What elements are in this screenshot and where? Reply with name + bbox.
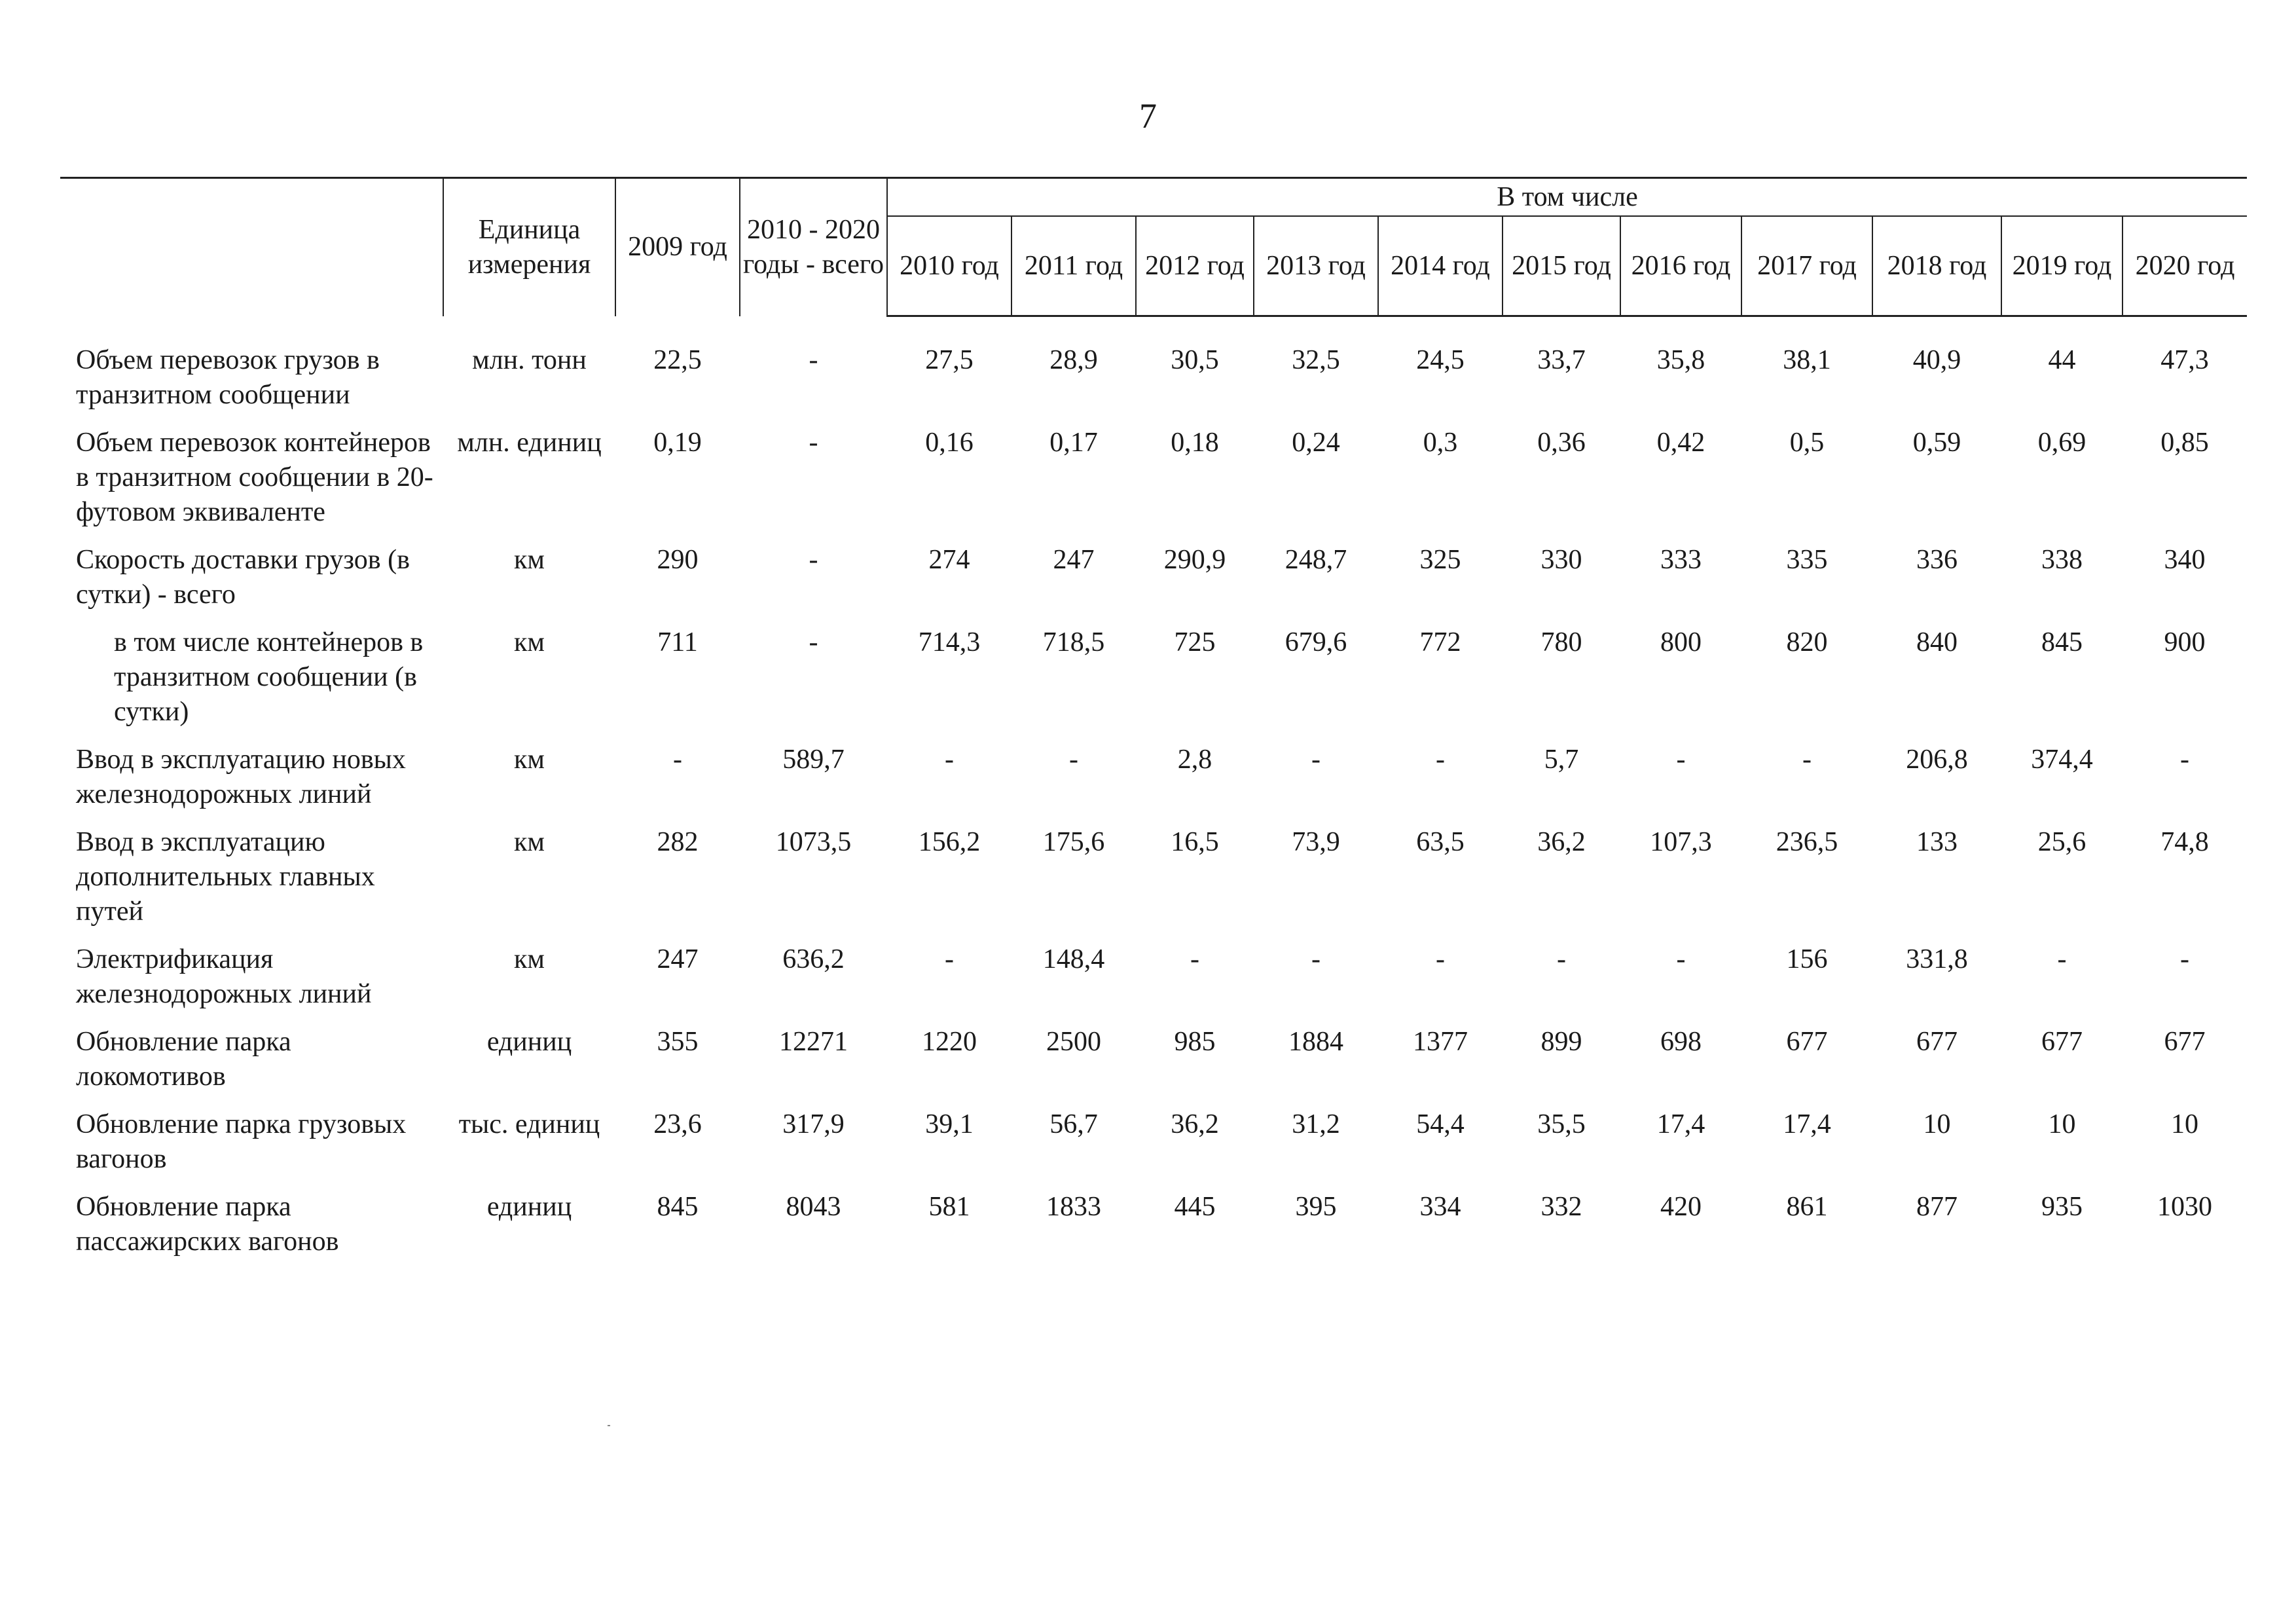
row-unit: км <box>514 627 545 657</box>
cell-2016: 420 <box>1660 1192 1702 1222</box>
table-body <box>60 316 2247 1273</box>
cell-2009: 290 <box>657 545 699 575</box>
cell-2010: 581 <box>928 1192 970 1222</box>
row-unit: тыс. единиц <box>458 1109 600 1139</box>
cell-2019: - <box>2057 944 2067 974</box>
cell-2012: 985 <box>1174 1027 1216 1057</box>
cell-2011: 1833 <box>1046 1192 1101 1222</box>
cell-2013: 73,9 <box>1292 827 1340 857</box>
cell-total: 1073,5 <box>775 827 852 857</box>
row-label: Обновление парка грузовых вагонов <box>76 1109 407 1174</box>
row-label: Объем перевозок грузов в транзитном сообщении <box>76 345 380 410</box>
cell-2017: 820 <box>1786 627 1828 657</box>
cell-2016: - <box>1676 745 1686 775</box>
cell-total: 317,9 <box>782 1109 845 1139</box>
cell-2010: 27,5 <box>925 345 974 375</box>
cell-2011: 0,17 <box>1049 428 1098 458</box>
cell-2017: 38,1 <box>1783 345 1831 375</box>
cell-2016: 0,42 <box>1656 428 1705 458</box>
cell-2011: - <box>1069 745 1078 775</box>
table-header <box>60 178 2247 316</box>
table-row <box>60 625 2247 743</box>
cell-2019: 935 <box>2041 1192 2083 1222</box>
cell-2016: 35,8 <box>1656 345 1705 375</box>
header-year-2017: 2017 год <box>1741 216 1872 316</box>
cell-2012: 445 <box>1174 1192 1216 1222</box>
cell-2016: 107,3 <box>1650 827 1712 857</box>
cell-2009: 22,5 <box>653 345 702 375</box>
cell-2016: 333 <box>1660 545 1702 575</box>
table-row <box>60 543 2247 625</box>
header-year-2013: 2013 год <box>1254 216 1378 316</box>
cell-total: 589,7 <box>782 745 845 775</box>
cell-2013: 0,24 <box>1292 428 1340 458</box>
row-unit: км <box>514 827 545 857</box>
table-row <box>60 426 2247 543</box>
cell-total: - <box>809 345 818 375</box>
cell-2012: 16,5 <box>1171 827 1219 857</box>
cell-2016: 800 <box>1660 627 1702 657</box>
cell-2010: 274 <box>928 545 970 575</box>
cell-2014: 334 <box>1419 1192 1461 1222</box>
cell-2018: 840 <box>1916 627 1958 657</box>
cell-2014: 1377 <box>1413 1027 1468 1057</box>
cell-2014: 325 <box>1419 545 1461 575</box>
table-row <box>60 942 2247 1025</box>
cell-2019: 0,69 <box>2037 428 2086 458</box>
header-unit: Единица измерения <box>443 178 615 316</box>
header-year-2012: 2012 год <box>1136 216 1254 316</box>
row-unit: км <box>514 745 545 775</box>
table-row <box>60 1190 2247 1272</box>
row-label: Ввод в эксплуатацию дополнительных главных путей <box>76 827 375 927</box>
table-row <box>60 743 2247 825</box>
cell-2019: 374,4 <box>2031 745 2093 775</box>
row-unit: км <box>514 545 545 575</box>
cell-2010: 156,2 <box>918 827 981 857</box>
header-total: 2010 - 2020 годы - всего <box>740 178 887 316</box>
cell-2019: 10 <box>2048 1109 2076 1139</box>
cell-2014: - <box>1436 745 1445 775</box>
cell-2012: 290,9 <box>1163 545 1226 575</box>
row-unit: единиц <box>486 1027 572 1057</box>
header-including: В том числе <box>887 178 2247 217</box>
cell-total: - <box>809 545 818 575</box>
cell-2016: - <box>1676 944 1686 974</box>
cell-2019: 677 <box>2041 1027 2083 1057</box>
cell-2010: - <box>945 745 954 775</box>
cell-2012: 0,18 <box>1171 428 1219 458</box>
cell-2013: 31,2 <box>1292 1109 1340 1139</box>
cell-2019: 338 <box>2041 545 2083 575</box>
header-year-2018: 2018 год <box>1872 216 2001 316</box>
cell-2018: 133 <box>1916 827 1958 857</box>
page-number: 7 <box>1139 96 1157 136</box>
cell-2014: - <box>1436 944 1445 974</box>
cell-2017: 335 <box>1786 545 1828 575</box>
table-row <box>60 1025 2247 1107</box>
cell-2016: 698 <box>1660 1027 1702 1057</box>
row-label: Объем перевозок контейнеров в транзитном сообщении в 20-футовом эквиваленте <box>76 428 433 527</box>
cell-2015: 36,2 <box>1537 827 1586 857</box>
row-unit: млн. тонн <box>472 345 587 375</box>
cell-2009: 355 <box>657 1027 699 1057</box>
cell-2010: 1220 <box>922 1027 977 1057</box>
cell-2017: 236,5 <box>1776 827 1838 857</box>
cell-2015: 35,5 <box>1537 1109 1586 1139</box>
cell-2019: 25,6 <box>2037 827 2086 857</box>
cell-2009: 711 <box>657 627 698 657</box>
cell-2018: 331,8 <box>1906 944 1968 974</box>
cell-total: 12271 <box>779 1027 848 1057</box>
cell-2009: 845 <box>657 1192 699 1222</box>
cell-2013: 32,5 <box>1292 345 1340 375</box>
cell-2018: 877 <box>1916 1192 1958 1222</box>
cell-2013: - <box>1311 944 1321 974</box>
cell-2011: 28,9 <box>1049 345 1098 375</box>
header-indicator-blank <box>60 178 443 316</box>
cell-2014: 772 <box>1419 627 1461 657</box>
header-2009: 2009 год <box>615 178 740 316</box>
cell-2015: 332 <box>1540 1192 1582 1222</box>
cell-2014: 63,5 <box>1416 827 1465 857</box>
cell-2017: 156 <box>1786 944 1828 974</box>
cell-2017: - <box>1802 745 1812 775</box>
header-year-2010: 2010 год <box>887 216 1011 316</box>
cell-2020: 10 <box>2171 1109 2199 1139</box>
cell-2010: 0,16 <box>925 428 974 458</box>
cell-2012: - <box>1190 944 1199 974</box>
cell-2020: 900 <box>2164 627 2206 657</box>
cell-2017: 677 <box>1786 1027 1828 1057</box>
cell-2011: 175,6 <box>1042 827 1105 857</box>
cell-2015: - <box>1557 944 1566 974</box>
cell-2013: 248,7 <box>1285 545 1347 575</box>
cell-2010: 714,3 <box>918 627 981 657</box>
row-label: Электрификация железнодорожных линий <box>76 944 372 1009</box>
cell-2018: 0,59 <box>1912 428 1961 458</box>
cell-2020: - <box>2180 745 2190 775</box>
cell-2015: 5,7 <box>1544 745 1579 775</box>
cell-2013: 395 <box>1295 1192 1337 1222</box>
cell-total: - <box>809 428 818 458</box>
row-label: в том числе контейнеров в транзитном сообщении (в сутки) <box>114 627 424 727</box>
cell-2011: 56,7 <box>1049 1109 1098 1139</box>
cell-2014: 54,4 <box>1416 1109 1465 1139</box>
cell-2020: 340 <box>2164 545 2206 575</box>
cell-2018: 40,9 <box>1912 345 1961 375</box>
cell-2012: 725 <box>1174 627 1216 657</box>
cell-2017: 861 <box>1786 1192 1828 1222</box>
cell-2017: 17,4 <box>1783 1109 1831 1139</box>
row-unit: км <box>514 944 545 974</box>
table-row <box>60 1107 2247 1190</box>
cell-total: 636,2 <box>782 944 845 974</box>
cell-2014: 0,3 <box>1423 428 1458 458</box>
cell-2019: 845 <box>2041 627 2083 657</box>
cell-2020: 0,85 <box>2160 428 2209 458</box>
cell-2010: 39,1 <box>925 1109 974 1139</box>
row-unit: млн. единиц <box>457 428 602 458</box>
cell-total: - <box>809 627 818 657</box>
header-year-2014: 2014 год <box>1378 216 1503 316</box>
cell-total: 8043 <box>786 1192 841 1222</box>
table-row <box>60 343 2247 426</box>
cell-2018: 677 <box>1916 1027 1958 1057</box>
cell-2015: 899 <box>1540 1027 1582 1057</box>
cell-2010: - <box>945 944 954 974</box>
cell-2013: 1884 <box>1288 1027 1343 1057</box>
cell-2018: 10 <box>1923 1109 1951 1139</box>
table-row <box>60 825 2247 942</box>
cell-2020: 74,8 <box>2160 827 2209 857</box>
cell-2012: 36,2 <box>1171 1109 1219 1139</box>
cell-2015: 33,7 <box>1537 345 1586 375</box>
cell-2011: 718,5 <box>1042 627 1105 657</box>
cell-2020: 677 <box>2164 1027 2206 1057</box>
row-unit: единиц <box>486 1192 572 1222</box>
cell-2013: - <box>1311 745 1321 775</box>
cell-2020: 1030 <box>2157 1192 2213 1222</box>
cell-2015: 330 <box>1540 545 1582 575</box>
cell-2009: 0,19 <box>653 428 702 458</box>
header-year-2015: 2015 год <box>1503 216 1620 316</box>
cell-2020: - <box>2180 944 2190 974</box>
cell-2015: 0,36 <box>1537 428 1586 458</box>
cell-2011: 148,4 <box>1042 944 1105 974</box>
cell-2012: 30,5 <box>1171 345 1219 375</box>
header-year-2016: 2016 год <box>1620 216 1741 316</box>
cell-2012: 2,8 <box>1177 745 1212 775</box>
cell-2014: 24,5 <box>1416 345 1465 375</box>
header-year-2011: 2011 год <box>1011 216 1136 316</box>
scan-speck <box>608 1425 610 1426</box>
cell-2011: 2500 <box>1046 1027 1101 1057</box>
indicators-table <box>60 177 2247 1272</box>
header-year-2020: 2020 год <box>2123 216 2247 316</box>
cell-2017: 0,5 <box>1789 428 1825 458</box>
row-label: Ввод в эксплуатацию новых железнодорожных линий <box>76 745 406 809</box>
cell-2016: 17,4 <box>1656 1109 1705 1139</box>
cell-2013: 679,6 <box>1285 627 1347 657</box>
cell-2020: 47,3 <box>2160 345 2209 375</box>
cell-2009: 282 <box>657 827 699 857</box>
cell-2019: 44 <box>2048 345 2076 375</box>
cell-2009: 23,6 <box>653 1109 702 1139</box>
cell-2011: 247 <box>1053 545 1095 575</box>
cell-2009: - <box>673 745 682 775</box>
row-label: Скорость доставки грузов (в сутки) - всего <box>76 545 410 610</box>
cell-2018: 206,8 <box>1906 745 1968 775</box>
cell-2018: 336 <box>1916 545 1958 575</box>
cell-2015: 780 <box>1540 627 1582 657</box>
header-year-2019: 2019 год <box>2001 216 2123 316</box>
cell-2009: 247 <box>657 944 699 974</box>
row-label: Обновление парка пассажирских вагонов <box>76 1192 339 1257</box>
row-label: Обновление парка локомотивов <box>76 1027 291 1092</box>
